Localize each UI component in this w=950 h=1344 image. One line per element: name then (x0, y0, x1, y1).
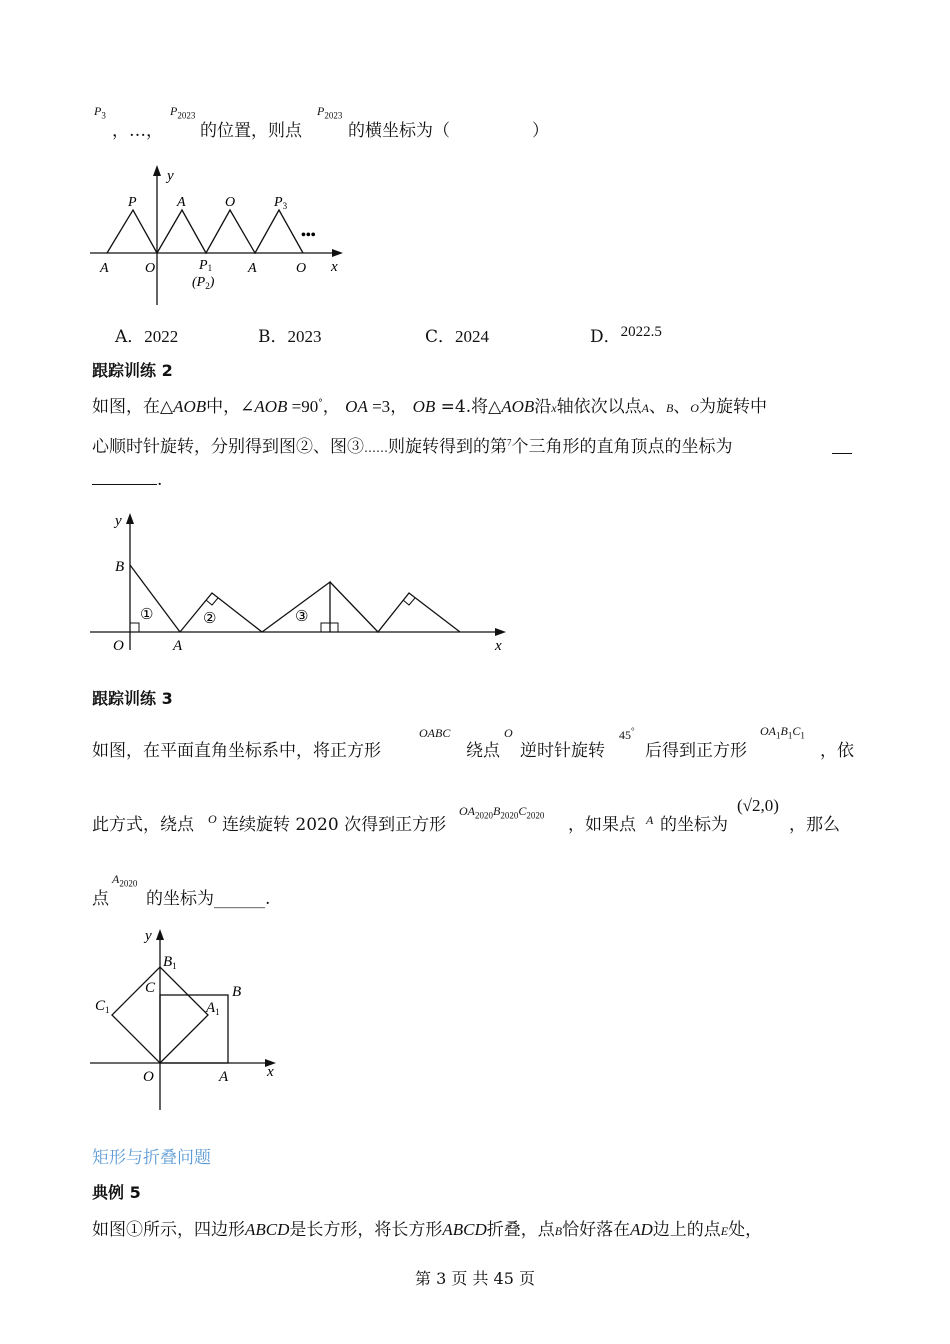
continuation-dots: ••• (301, 228, 316, 243)
example5-line1: 如图①所示，四边形ABCD是长方形，将长方形ABCD折叠，点B恰好落在AD边上的点E处， (92, 1220, 763, 1240)
y-arrow (126, 513, 134, 524)
figure-2 (85, 505, 515, 655)
triangle-2 (180, 593, 262, 632)
training2-line1: 如图，在△AOB中，∠AOB =90°， OA =3， OB =4.将△AOB沿x轴依次以点A、B、O为旋转中 (92, 397, 767, 417)
label-C1: $C_1$ (95, 998, 110, 1015)
x-label: x (331, 259, 338, 275)
label-P1: P1 (199, 258, 213, 273)
training2-heading: 跟踪训练 2 (92, 361, 173, 380)
right-angle-1 (130, 623, 139, 632)
y-label: y (115, 513, 122, 529)
circled-3: ③ (295, 609, 309, 625)
label-A-left: A (100, 261, 109, 276)
training3-heading: 跟踪训练 3 (92, 689, 173, 708)
option-b[interactable]: B．2023 (258, 327, 322, 347)
triangle-1 (130, 565, 180, 632)
label-A-mid: A (248, 261, 257, 276)
circled-1: ① (140, 607, 154, 623)
option-d[interactable]: D．2022.5 (590, 324, 662, 347)
answer-blank-tail (832, 453, 852, 454)
triangle-4 (330, 582, 460, 632)
p2023b-label: $P_{2023}$ (317, 104, 343, 121)
x-arrow (495, 628, 506, 636)
y-arrow (156, 929, 164, 940)
example5-heading: 典例 5 (92, 1183, 141, 1202)
label-O-right: O (296, 261, 307, 276)
p3-label: $P_3$ (94, 104, 106, 121)
label-P3: $P_3$ (274, 195, 288, 211)
page-footer: 第 3 页 共 45 页 (415, 1269, 535, 1288)
training2-line2: 心顺时针旋转，分别得到图②、图③……则旋转得到的第$^7$个三角形的直角顶点的坐标为 (92, 437, 733, 457)
mid-text: 的位置，则点 (200, 121, 302, 141)
label-P: P (128, 195, 137, 210)
label-A: A (173, 638, 183, 654)
x-arrow (332, 249, 343, 257)
answer-blank[interactable]: . (92, 470, 162, 490)
tail-text: 的横坐标为（ (348, 121, 450, 141)
figure-3 (85, 920, 285, 1115)
label-B1: $B_1$ (163, 954, 177, 971)
label-O: O (143, 1069, 154, 1085)
x-label: x (267, 1064, 274, 1080)
circled-2: ② (203, 611, 217, 627)
label-C: C (145, 980, 156, 996)
option-a[interactable]: A．2022 (115, 327, 179, 347)
y-label: y (145, 928, 152, 944)
ellipsis: ，…， (112, 121, 163, 141)
label-O-top: O (225, 195, 236, 210)
label-P2: $(P_2)$ (192, 275, 215, 291)
label-A1: $A_1$ (206, 1000, 220, 1017)
p2023-label: $P_{2023}$ (170, 104, 196, 121)
y-label: y (167, 168, 174, 184)
label-A-top: A (177, 195, 186, 210)
option-c[interactable]: C．2024 (425, 327, 490, 347)
y-arrow (153, 165, 161, 176)
label-O: O (113, 638, 124, 654)
label-B: B (232, 984, 242, 1000)
figure-1 (85, 160, 355, 310)
close-paren: ） (532, 121, 549, 141)
label-B: B (115, 559, 125, 575)
label-A: A (219, 1069, 229, 1085)
label-O-origin: O (145, 261, 156, 276)
triangle-path (107, 210, 303, 253)
section-title: 矩形与折叠问题 (92, 1148, 211, 1168)
x-label: x (495, 638, 502, 654)
